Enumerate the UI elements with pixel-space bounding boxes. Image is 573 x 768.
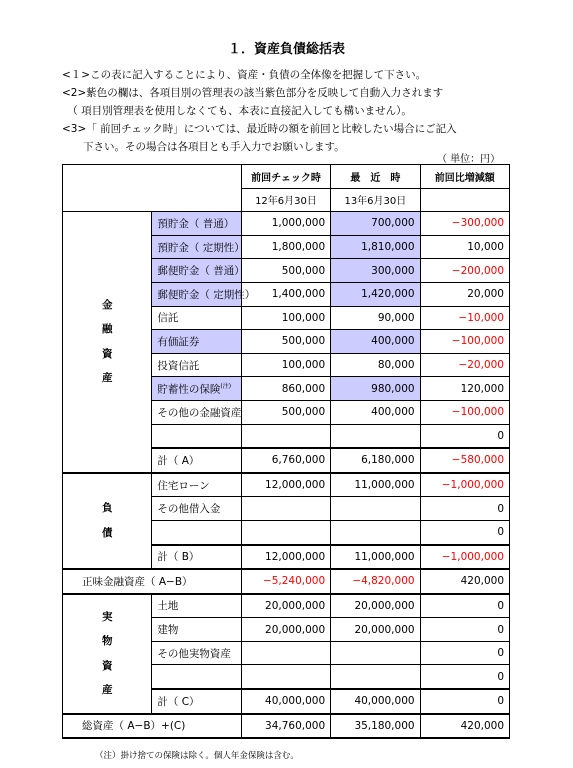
row-label [152, 594, 241, 618]
diff-value: 0 [420, 424, 509, 448]
prev-value[interactable]: 12,000,000 [241, 473, 330, 497]
row-label [152, 689, 241, 714]
prev-value[interactable]: 40,000,000 [241, 689, 330, 714]
recent-value[interactable]: 1,420,000 [331, 282, 420, 306]
row-label [152, 306, 241, 330]
header-row [63, 165, 510, 189]
group-real-assets-char: 産 [101, 684, 113, 697]
net-financial-section [63, 569, 510, 594]
recent-value[interactable]: 11,000,000 [331, 545, 420, 570]
row-label-text: 土地 [157, 600, 179, 613]
recent-value[interactable]: 20,000,000 [331, 618, 420, 642]
group-liabilities-char: 債 [101, 526, 113, 539]
recent-value[interactable]: 20,000,000 [331, 594, 420, 618]
group-real-assets-char: 資 [101, 659, 113, 672]
prev-value[interactable]: 1,000,000 [241, 212, 330, 236]
diff-value: 0 [420, 520, 509, 544]
note-line: <2>紫色の欄は、各項目別の管理表の該当紫色部分を反映して自動入力されます [62, 87, 444, 99]
recent-value[interactable]: 11,000,000 [331, 473, 420, 497]
recent-value[interactable]: 6,180,000 [331, 448, 420, 473]
diff-value: 120,000 [420, 377, 509, 401]
recent-value[interactable] [331, 497, 420, 521]
row-label-text: その他借入金 [157, 503, 221, 516]
recent-value[interactable] [331, 641, 420, 665]
row-label-text: その他の金融資産 [157, 406, 242, 419]
group-real-assets-char: 物 [101, 635, 113, 648]
row-label-text: 貯蓄性の保険 [157, 383, 221, 396]
group-liabilities [63, 473, 152, 569]
group-real-assets [63, 594, 152, 714]
row-label [152, 618, 241, 642]
net-financial-row [63, 569, 510, 594]
row-label-text: 計（ C） [157, 695, 200, 708]
real-assets-section [63, 594, 510, 714]
recent-value[interactable]: 300,000 [331, 259, 420, 283]
net-financial-label: 正味金融資産（ A−B） [63, 569, 242, 594]
page-title: １．資産負債総括表 [227, 42, 345, 57]
diff-value: −100,000 [420, 330, 509, 354]
diff-value: 0 [420, 665, 509, 689]
row-label-text: 有価証券 [157, 335, 200, 348]
recent-value[interactable] [331, 665, 420, 689]
prev-value[interactable]: 6,760,000 [241, 448, 330, 473]
row-label [152, 641, 241, 665]
prev-value[interactable] [241, 665, 330, 689]
row-label [152, 259, 245, 283]
row-label [152, 520, 241, 544]
recent-value[interactable]: 400,000 [331, 330, 420, 354]
diff-value: 0 [420, 689, 509, 714]
diff-value: −200,000 [420, 259, 509, 283]
diff-value: −1,000,000 [420, 545, 509, 570]
header-diff: 前回比増減額 [420, 165, 509, 189]
header-recent: 最 近 時 [331, 165, 420, 189]
note-line: <１>この表に記入することにより、資産・負債の全体像を把握して下さい。 [62, 69, 427, 81]
row-label [152, 473, 241, 497]
total-assets-label: 総資産（ A−B）+(C) [63, 714, 242, 739]
prev-value[interactable]: 20,000,000 [241, 618, 330, 642]
group-real-assets-char: 実 [101, 610, 113, 623]
diff-value: −100,000 [420, 400, 509, 424]
recent-value[interactable]: 1,810,000 [331, 235, 420, 259]
recent-value[interactable]: 90,000 [331, 306, 420, 330]
table-row [63, 212, 510, 236]
row-label [152, 282, 256, 306]
diff-value: −20,000 [420, 353, 509, 377]
row-label [152, 665, 241, 689]
row-label [152, 448, 241, 473]
prev-value[interactable]: 500,000 [241, 330, 330, 354]
diff-value: 0 [420, 497, 509, 521]
group-liabilities-char: 負 [101, 502, 113, 515]
diff-value: 10,000 [420, 235, 509, 259]
prev-date: 12年6月30日 [241, 188, 330, 212]
diff-value: 0 [420, 641, 509, 665]
prev-value[interactable]: 100,000 [241, 306, 330, 330]
row-label [152, 497, 241, 521]
row-label-text: 計（ A） [157, 454, 200, 467]
prev-value[interactable]: 500,000 [241, 259, 330, 283]
net-financial-recent[interactable]: −4,820,000 [331, 569, 420, 594]
group-financial-assets [63, 212, 152, 473]
prev-value[interactable] [241, 424, 330, 448]
table-row [63, 594, 510, 618]
prev-value[interactable]: 860,000 [241, 377, 330, 401]
row-label [152, 377, 241, 401]
group-financial-assets-char: 金 [101, 298, 113, 311]
header-blank [63, 165, 242, 212]
diff-value: −580,000 [420, 448, 509, 473]
footnote: （注）掛け捨ての保険は除く。個人年金保険は含む。 [95, 751, 299, 761]
row-label-text: 計（ B） [157, 551, 200, 564]
prev-value[interactable]: 500,000 [241, 400, 330, 424]
recent-value[interactable]: 700,000 [331, 212, 420, 236]
row-label-text: 投資信託 [157, 359, 200, 372]
header-prev: 前回チェック時 [241, 165, 330, 189]
note-line: 下さい。その場合は各項目とも手入力でお願いします。 [62, 141, 345, 153]
diff-value: 0 [420, 594, 509, 618]
row-label [152, 424, 241, 448]
row-label [152, 545, 241, 570]
recent-value[interactable]: 400,000 [331, 400, 420, 424]
row-label-text: 郵便貯金（ 普通） [157, 265, 245, 278]
total-assets-prev[interactable]: 34,760,000 [241, 714, 330, 739]
prev-value[interactable]: 100,000 [241, 353, 330, 377]
prev-value[interactable] [241, 497, 330, 521]
balance-sheet-table [62, 164, 510, 739]
row-label-text: 信託 [157, 312, 179, 325]
row-label [152, 400, 241, 424]
row-label [152, 353, 241, 377]
liabilities-section [63, 473, 510, 569]
group-financial-assets-char: 融 [101, 323, 113, 336]
note-line: <3>「 前回チェック時」については、最近時の額を前回と比較したい場合にご記入 [62, 123, 457, 135]
row-label [152, 330, 241, 354]
unit-label: （ 単位：円） [437, 154, 501, 165]
row-label [152, 235, 245, 259]
recent-value[interactable] [331, 424, 420, 448]
total-section [63, 714, 510, 739]
row-label-text: 預貯金（ 定期性） [157, 241, 245, 254]
row-label-text: その他実物資産 [157, 647, 231, 660]
group-financial-assets-char: 産 [101, 372, 113, 385]
total-assets-diff: 420,000 [420, 714, 509, 739]
prev-value[interactable]: 20,000,000 [241, 594, 330, 618]
prev-value[interactable]: 1,800,000 [241, 235, 330, 259]
footnote-marker: (注) [220, 382, 232, 390]
recent-value[interactable]: 80,000 [331, 353, 420, 377]
note-line: （ 項目別管理表を使用しなくても、本表に直接記入しても構いません）。 [62, 105, 412, 117]
diff-value: 0 [420, 618, 509, 642]
recent-value[interactable]: 980,000 [331, 377, 420, 401]
net-financial-diff: 420,000 [420, 569, 509, 594]
total-assets-recent[interactable]: 35,180,000 [331, 714, 420, 739]
date-blank [420, 188, 509, 212]
prev-value[interactable] [241, 641, 330, 665]
recent-value[interactable] [331, 520, 420, 544]
row-label-text: 郵便貯金（ 定期性） [157, 288, 256, 301]
recent-value[interactable]: 40,000,000 [331, 689, 420, 714]
recent-date: 13年6月30日 [331, 188, 420, 212]
row-label-text: 預貯金（ 普通） [157, 217, 235, 230]
diff-value: −300,000 [420, 212, 509, 236]
instructions [62, 66, 562, 156]
diff-value: 20,000 [420, 282, 509, 306]
row-label [152, 212, 241, 236]
prev-value[interactable] [241, 520, 330, 544]
table-row [63, 473, 510, 497]
prev-value[interactable]: 1,400,000 [241, 282, 330, 306]
diff-value: −10,000 [420, 306, 509, 330]
row-label-text: 建物 [157, 624, 179, 637]
net-financial-prev[interactable]: −5,240,000 [241, 569, 330, 594]
group-financial-assets-char: 資 [101, 347, 113, 360]
financial-assets-section [63, 212, 510, 473]
diff-value: −1,000,000 [420, 473, 509, 497]
total-assets-row [63, 714, 510, 739]
prev-value[interactable]: 12,000,000 [241, 545, 330, 570]
row-label-text: 住宅ローン [157, 479, 210, 492]
